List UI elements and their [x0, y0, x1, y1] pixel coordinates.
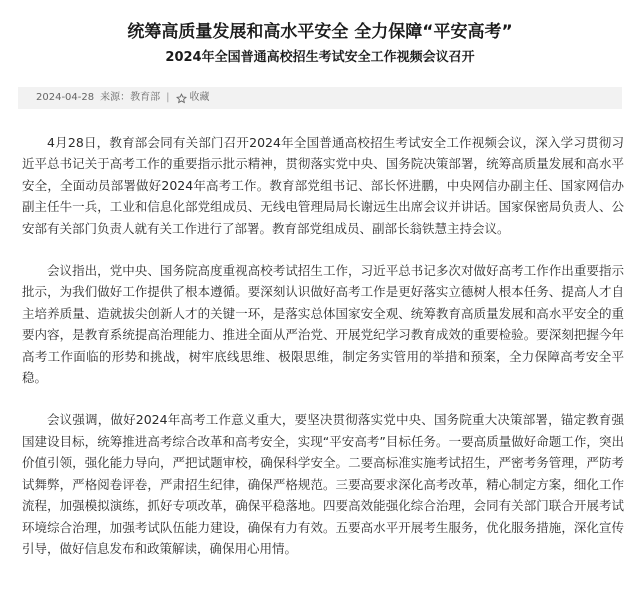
meta-divider: |	[166, 92, 170, 103]
favorite-button[interactable]	[176, 87, 216, 109]
article-meta-bar	[18, 87, 622, 109]
star-icon	[176, 93, 187, 104]
article-source: 来源：教育部	[100, 92, 161, 103]
article-subtitle: 2024年全国普通高校招生考试安全工作视频会议召开	[165, 50, 475, 65]
paragraph: 会议指出，党中央、国务院高度重视高校考试招生工作，习近平总书记多次对做好高考工作作出重要指示批示，为我们做好工作提供了根本遵循。要深刻认识做好高考工作是更好落实立德树人根本任务、提高人才自主培养质量、造就拔尖创新人才的关键一环，是落实总体国家安全观、统筹教育高质量发展和高水平安全的重要内容，是教育系统提高治理能力、推进全面从严治党、开展党纪学习教育成效的重要检验。要深刻把握今年高考工作面临的形势和挑战，树牢底线思维、极限思维，制定务实管用的举措和预案，全力保障高考安全平稳。	[22, 263, 624, 386]
article-body	[22, 132, 624, 580]
paragraph: 4月28日，教育部会同有关部门召开2024年全国普通高校招生考试安全工作视频会议，深入学习贯彻习近平总书记关于高考工作的重要指示批示精神，贯彻落实党中央、国务院决策部署，统筹高质量发展和高水平安全，全面动员部署做好2024年高考工作。教育部党组书记、部长怀进鹏，中央网信办副主任、国家网信办副主任牛一兵，工业和信息化部党组成员、无线电管理局局长谢远生出席会议并讲话。国家保密局负责人、公安部有关部门负责人就有关工作进行了部署。教育部党组成员、副部长翁铁慧主持会议。	[22, 135, 624, 236]
publish-date: 2024-04-28	[36, 92, 95, 103]
article-title: 统筹高质量发展和高水平安全 全力保障“平安高考”	[127, 22, 513, 42]
favorite-label: 收藏	[189, 92, 210, 103]
paragraph: 会议强调，做好2024年高考工作意义重大，要坚决贯彻落实党中央、国务院重大决策部署，锚定教育强国建设目标，统筹推进高考综合改革和高考安全，实现“平安高考”目标任务。一要高质量做好命题工作，突出价值引领，强化能力导向，严把试题审校，确保科学安全。二要高标准实施考试招生，严密考务管理，严防考试舞弊，严格阅卷评卷，严肃招生纪律，确保严格规范。三要高要求深化高考改革，精心制定方案，细化工作流程，加强模拟演练，抓好专项改革，确保平稳落地。四要高效能强化综合治理，会同有关部门联合开展考试环境综合治理，加强考试队伍能力建设，确保有力有效。五要高水平开展考生服务，优化服务措施，深化宣传引导，做好信息发布和政策解读，确保用心用情。	[22, 412, 624, 556]
